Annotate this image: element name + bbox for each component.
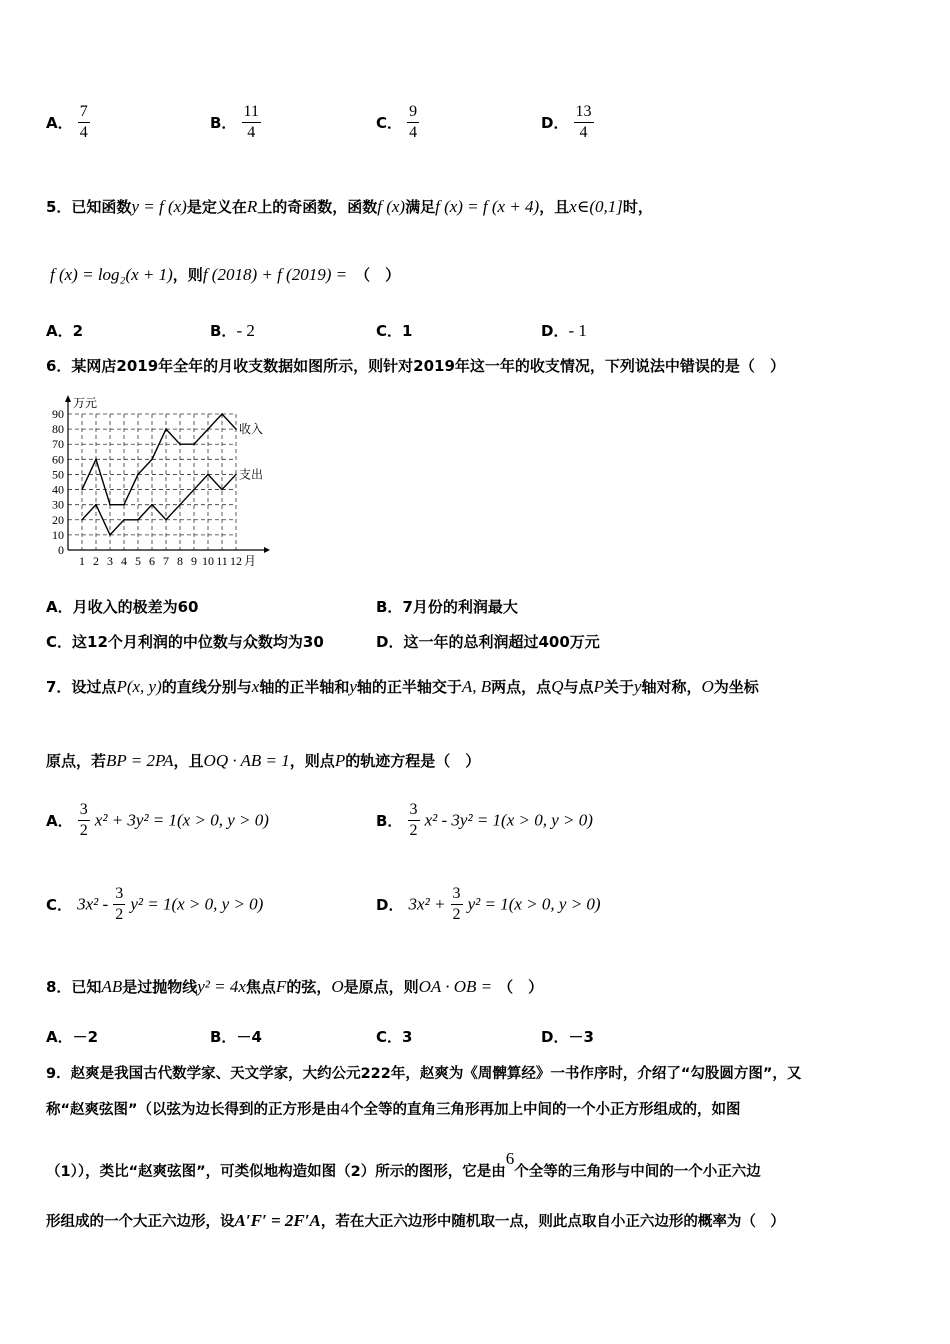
q8-math: OA · OB = [418,977,493,996]
q5-math: y = f (x) [131,197,187,216]
option-label: C． [46,896,73,914]
q7-math: P [593,677,604,696]
data-point [123,519,125,521]
x-tick-label: 7 [163,554,169,568]
q9-text: 称“赵爽弦图”（以弦为边长得到的正方形是由 [46,1102,341,1118]
data-point [193,489,195,491]
y-tick-label: 40 [52,482,64,497]
option-label: A． [46,114,73,132]
option-text: 7月份的利润最大 [402,598,518,616]
q6-option-c [46,631,324,652]
numerator: 3 [451,884,463,905]
x-tick-label: 1 [79,554,85,568]
x-axis-arrow [264,547,270,553]
data-point [151,459,153,461]
q8-text: 焦点 [245,978,276,996]
denominator: 4 [247,124,256,141]
option-math: y² = 1(x > 0, y > 0) [467,894,601,914]
numerator: 3 [408,800,420,821]
q8-option-a [46,1026,98,1047]
q7-math: OQ · AB = 1 [203,751,290,770]
y-tick-label: 80 [52,422,64,437]
y-tick-label: 10 [52,527,64,542]
option-label: B． [210,114,237,132]
option-math: y² = 1(x > 0, y > 0) [130,894,264,914]
option-label: A． [46,812,73,830]
option-label: D． [541,114,569,132]
q8-text: 8．已知 [46,978,102,996]
numerator: 3 [113,884,125,905]
q5-text: （ ） [355,266,401,284]
x-tick-label: 6 [149,554,155,568]
y-tick-label: 30 [52,497,64,512]
q4-option-c [376,102,419,143]
option-label: A． [46,322,73,340]
y-axis-label: 万元 [73,396,98,410]
q5-math: R [246,197,258,216]
x-tick-label: 12 [230,554,242,568]
option-value: - 2 [236,321,255,340]
q5-text: 满足 [405,198,436,216]
fraction [78,800,90,841]
data-point [221,489,223,491]
option-label: C． [376,1028,403,1046]
q8-stem [46,976,543,997]
option-value: －4 [236,1028,262,1046]
option-math: 3x² - [77,894,109,914]
data-point [137,519,139,521]
data-point [165,519,167,521]
q7-option-b [376,800,593,841]
fraction [407,102,419,143]
q5-text: 5．已知函数 [46,198,132,216]
q7-line2 [46,750,480,771]
q9-line3 [46,1149,761,1181]
q5-math: f (x) [377,197,406,216]
q5-text: ，则 [172,266,203,284]
q7-math: P [334,751,346,770]
fraction [408,800,420,841]
option-math: x² + 3y² = 1(x > 0, y > 0) [94,810,269,830]
q7-math: O [701,677,714,696]
data-point [81,519,83,521]
q7-text: 的轨迹方程是（ ） [345,752,481,770]
q7-text: 为坐标 [713,678,759,696]
q9-text: 个全等的三角形与中间的一个小正六边 [514,1164,761,1180]
data-point [109,534,111,536]
x-axis-label: 月 [244,554,257,568]
option-value: 3 [402,1028,413,1046]
denominator: 4 [79,124,88,141]
q5-option-d [541,320,587,341]
data-point [137,474,139,476]
q9-line4 [46,1210,785,1231]
y-axis-arrow [65,395,71,402]
q6-chart [40,392,300,577]
q7-text: ，则点 [289,752,335,770]
data-point [179,504,181,506]
data-point [165,428,167,430]
chart-labels [52,396,263,568]
data-point [235,428,237,430]
data-point [193,443,195,445]
x-tick-label: 4 [121,554,127,568]
q7-option-c [46,884,263,925]
q7-text: 轴对称， [641,678,702,696]
q7-text: 关于 [603,678,634,696]
option-label: A． [46,1028,73,1046]
numerator: 13 [574,102,594,123]
q5-option-c [376,320,412,341]
data-point [235,474,237,476]
q5-option-a [46,320,83,341]
q9-math: 6 [505,1149,515,1168]
x-tick-label: 8 [177,554,183,568]
option-label: D． [376,633,404,651]
denominator: 2 [409,822,418,839]
q8-option-c [376,1026,412,1047]
data-point [179,443,181,445]
q5-line1 [46,196,653,217]
q4-option-d [541,102,594,143]
q9-line2 [46,1098,741,1119]
data-point [95,459,97,461]
option-label: B． [210,322,237,340]
q7-option-d [376,884,601,925]
legend-label: 支出 [239,467,264,482]
q7-line1 [46,676,759,697]
q9-line1: 9．赵爽是我国古代数学家、天文学家，大约公元222年，赵爽为《周髀算经》一书作序时，介绍了“勾股圆方图”，又 [46,1066,802,1082]
data-point [221,413,223,415]
data-point [109,504,111,506]
q8-option-d [541,1026,594,1047]
y-tick-label: 0 [58,543,64,557]
denominator: 2 [79,822,88,839]
q7-text: 7．设过点 [46,678,117,696]
numerator: 11 [242,102,261,123]
fraction [113,884,125,925]
numerator: 7 [78,102,90,123]
option-math: x² - 3y² = 1(x > 0, y > 0) [424,810,593,830]
fraction [78,102,90,143]
option-value: 1 [402,322,413,340]
option-label: D． [376,896,404,914]
x-tick-label: 9 [191,554,197,568]
option-value: - 1 [568,321,587,340]
q7-text: 轴的正半轴和 [259,678,350,696]
q6-option-b [376,596,518,617]
q9-text: （1）），类比“赵爽弦图”，可类似地构造如图（2）所示的图形，它是由 [46,1164,506,1180]
x-tick-label: 3 [107,554,113,568]
option-label: C． [376,322,403,340]
option-label: D． [541,1028,569,1046]
q7-math: x [251,677,260,696]
q5-text: 是定义在 [186,198,247,216]
option-label: B． [376,598,403,616]
q9-math: 4 [340,1099,350,1118]
x-tick-label: 11 [216,554,228,568]
option-label: A． [46,598,73,616]
data-point [151,504,153,506]
q8-text: 是过抛物线 [122,978,198,996]
q7-math: A, B [461,677,492,696]
q7-text: 两点，点 [491,678,552,696]
data-point [207,474,209,476]
option-label: C． [376,114,403,132]
option-text: 这一年的总利润超过400万元 [403,633,600,651]
q6-stem: 6．某网店2019年全年的月收支数据如图所示，则针对2019年这一年的收支情况，下列说法中错误的是（ ） [46,357,785,375]
q9-text: 个全等的直角三角形再加上中间的一个小正方形组成的，如图 [349,1102,741,1118]
q7-math: y [349,677,357,696]
q7-text: 的直线分别与 [161,678,252,696]
option-label: C． [46,633,73,651]
q9-math: A′F′ = 2F′A [234,1211,321,1230]
q7-text: ，且 [173,752,204,770]
q5-line2 [50,264,400,285]
option-label: B． [210,1028,237,1046]
x-tick-label: 5 [135,554,141,568]
y-tick-label: 90 [52,407,64,421]
numerator: 9 [407,102,419,123]
q6-option-a [46,596,198,617]
q5-math: f (2018) + f (2019) = [202,265,348,284]
q4-option-b [210,102,261,143]
q5-math: x∈(0,1] [569,197,623,216]
q5-math: f (x) = f (x + 4) [435,197,540,216]
data-point [81,489,83,491]
y-tick-label: 60 [52,452,64,467]
fraction [574,102,594,143]
q7-text: 与点 [563,678,594,696]
q5-math: f (x) = log₂(x + 1) [50,265,173,284]
q5-text: ，且 [539,198,570,216]
y-tick-label: 20 [52,512,64,527]
q6-option-d [376,631,600,652]
fraction [242,102,261,143]
denominator: 4 [579,124,588,141]
y-tick-label: 50 [52,467,64,482]
q8-math: F [275,977,287,996]
q5-text: 时， [622,198,653,216]
option-value: －2 [72,1028,99,1046]
option-label: B． [376,812,403,830]
x-tick-label: 10 [202,554,214,568]
data-point [123,504,125,506]
denominator: 2 [115,906,124,923]
q5-option-b [210,320,255,341]
q8-math: O [331,977,344,996]
denominator: 2 [452,906,461,923]
q8-option-b [210,1026,262,1047]
q8-math: AB [101,977,123,996]
option-value: 2 [72,322,84,340]
chart-grid [68,414,236,550]
q7-text: 原点，若 [46,752,107,770]
q7-math: y [633,677,642,696]
denominator: 4 [409,124,418,141]
q7-text: 轴的正半轴交于 [356,678,462,696]
q7-math: P(x, y) [116,677,162,696]
option-text: 这12个月利润的中位数与众数均为30 [72,633,324,651]
numerator: 3 [78,800,90,821]
option-value: －3 [568,1028,594,1046]
option-text: 月收入的极差为60 [72,598,199,616]
q5-text: 上的奇函数，函数 [257,198,378,216]
y-tick-label: 70 [52,437,64,452]
q8-text: 是原点，则 [343,978,419,996]
q9-text: 形组成的一个大正六边形，设 [46,1214,235,1230]
data-point [95,504,97,506]
q9-text: ，若在大正六边形中随机取一点，则此点取自小正六边形的概率为（ ） [320,1214,785,1230]
q8-text: （ ） [498,978,544,996]
q4-option-a [46,102,90,143]
q7-math: Q [551,677,564,696]
option-math: 3x² + [408,894,446,914]
data-point [207,428,209,430]
q8-math: y² = 4x [197,977,246,996]
q7-option-a [46,800,269,841]
fraction [451,884,463,925]
option-label: D． [541,322,569,340]
legend-label: 收入 [239,422,264,437]
q7-math: BP = 2PA [106,751,174,770]
x-tick-label: 2 [93,554,99,568]
q8-text: 的弦， [286,978,332,996]
